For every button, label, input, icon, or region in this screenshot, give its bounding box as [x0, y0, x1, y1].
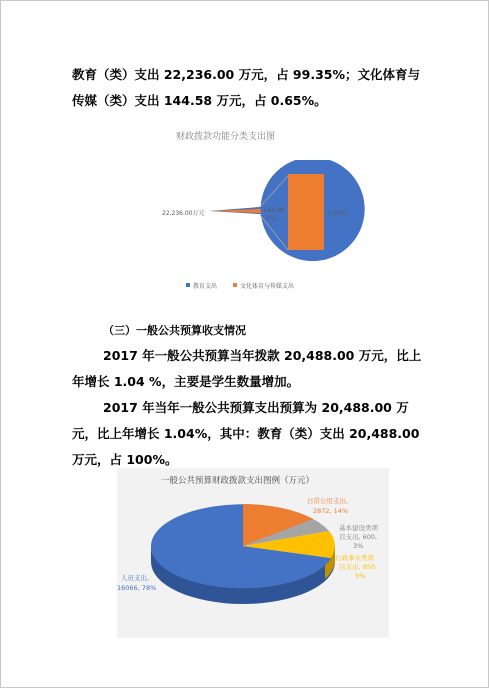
chart1-bar-culture [288, 174, 324, 250]
chart2-svg [117, 468, 389, 638]
chart1-label-culture-percent: 0.65% [328, 210, 348, 217]
chart2-label-construction-1: 基本建设类项 [339, 524, 378, 532]
chart2-panel [117, 468, 389, 638]
chart1-label-education: 22,236.00万元 [162, 210, 205, 217]
chart2-label-admin-1: 行政事业类项 [335, 554, 374, 562]
chart1-title: 财政拨款功能分类支出图 [176, 132, 276, 142]
chart2-label-daily-value: 2872, 14% [313, 507, 349, 515]
chart1-legend-culture: 文化体育与传媒支出 [240, 283, 295, 290]
chart2-label-daily-name: 日常公用支出, [307, 497, 349, 505]
section-heading: （三）一般公共预算收支情况 [103, 324, 246, 337]
chart1-label-culture-value: 144.58 [263, 207, 284, 214]
chart1-legend-culture-swatch [233, 283, 237, 287]
chart2-label-admin-2: 目支出, 950, [339, 563, 378, 571]
paragraph-2: 2017 年当年一般公共预算支出预算为 20,488.00 万元，比上年增长 1.04%，其中：教育（类）支出 20,488.00 万元，占 100%。 [72, 400, 420, 467]
chart1-svg [150, 160, 370, 295]
chart2-label-construction-2: 目支出, 600, [339, 533, 378, 541]
paragraph-1: 2017 年一般公共预算当年拨款 20,488.00 万元，比上年增长 1.04 %，主要是学生数量增加。 [72, 348, 422, 389]
chart1-label-culture-unit: 万元 [265, 215, 278, 222]
chart2-label-personnel-1: 人员支出, [121, 574, 150, 582]
chart2-title: 一般公共预算财政拨款支出图例（万元） [161, 476, 315, 486]
chart2-label-construction-3: 3% [353, 542, 364, 550]
chart2-label-admin-3: 5% [355, 572, 366, 580]
chart1-legend-education: 教育支出 [193, 283, 218, 290]
chart1-legend-education-swatch [186, 283, 190, 287]
intro-paragraph: 教育（类）支出 22,236.00 万元，占 99.35%；文化体育与传媒（类）支出 144.58 万元，占 0.65%。 [72, 67, 420, 108]
chart2-label-personnel-2: 16066, 78% [117, 584, 157, 592]
